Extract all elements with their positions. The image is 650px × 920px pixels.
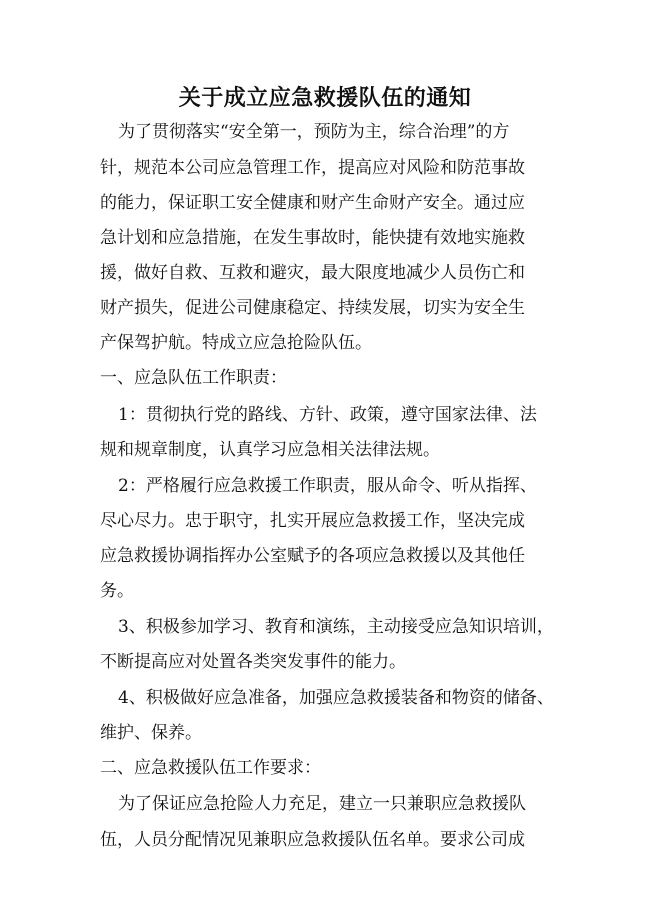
paragraph-line: 伍，人员分配情况见兼职应急救援队伍名单。要求公司成	[100, 830, 525, 850]
paragraph-line: 的能力，保证职工安全健康和财产生命财产安全。通过应	[100, 193, 525, 213]
paragraph-line: 为了贯彻落实“安全第一，预防为主，综合治理”的方	[118, 122, 510, 142]
paragraph-line: 务。	[100, 581, 134, 601]
paragraph-line: 2：严格履行应急救援工作职责，服从命令、听从指挥、	[118, 476, 537, 496]
paragraph-line: 急计划和应急措施，在发生事故时，能快捷有效地实施救	[100, 228, 525, 248]
paragraph-line: 3、积极参加学习、教育和演练，主动接受应急知识培训，	[118, 617, 554, 637]
paragraph-line: 4、积极做好应急准备，加强应急救援装备和物资的储备、	[118, 688, 554, 708]
section-heading-requirements: 二、应急救援队伍工作要求：	[100, 758, 321, 778]
paragraph-line: 应急救援协调指挥办公室赋予的各项应急救援以及其他任	[100, 546, 525, 566]
paragraph-line: 不断提高应对处置各类突发事件的能力。	[100, 652, 406, 672]
paragraph-line: 维护、保养。	[100, 723, 202, 743]
paragraph-line: 规和规章制度，认真学习应急相关法律法规。	[100, 440, 440, 460]
paragraph-line: 为了保证应急抢险人力充足，建立一只兼职应急救援队	[118, 794, 526, 814]
paragraph-line: 针，规范本公司应急管理工作，提高应对风险和防范事故	[100, 158, 525, 178]
paragraph-line: 财产损失，促进公司健康稳定、持续发展，切实为安全生	[100, 298, 525, 318]
paragraph-line: 援，做好自救、互救和避灾，最大限度地减少人员伤亡和	[100, 263, 525, 283]
section-heading-duties: 一、应急队伍工作职责：	[100, 368, 287, 388]
document-title: 关于成立应急救援队伍的通知	[178, 86, 472, 111]
paragraph-line: 1：贯彻执行党的路线、方针、政策，遵守国家法律、法	[118, 405, 537, 425]
paragraph-line: 产保驾护航。特成立应急抢险队伍。	[100, 333, 372, 353]
paragraph-line: 尽心尽力。忠于职守，扎实开展应急救援工作，坚决完成	[100, 511, 525, 531]
